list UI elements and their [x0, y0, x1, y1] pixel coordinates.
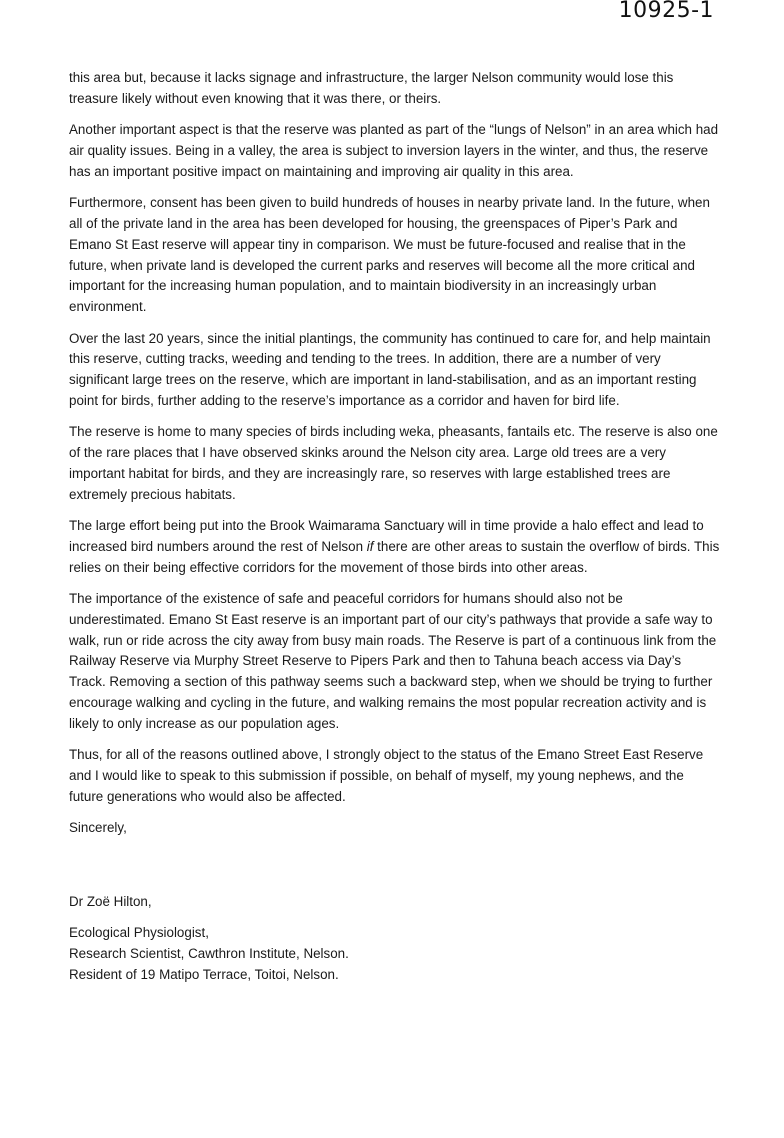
signature-affiliation: Research Scientist, Cawthron Institute, Nelson.	[69, 945, 349, 961]
halo-text-before: The large effort being put into the Brook Waimarama Sanctuary will in time provide a halo effect and lead to increased bird numbers around the rest of Nelson	[69, 518, 704, 554]
closing-salutation: Sincerely,	[69, 820, 127, 836]
halo-text-after: there are other areas to sustain the overflow of birds. This relies on their being effective corridors for the movement of those birds into other areas.	[69, 538, 720, 575]
signature-name: Dr Zoë Hilton,	[69, 893, 152, 909]
signature-space	[69, 850, 721, 892]
paragraph-community-care: Over the last 20 years, since the initial plantings, the community has continued to care for, and help maintain this reserve, cutting tracks, weeding and tending to the trees. In addition, there are a number of very significant large trees on the reserve, which are important in land-stabilisation, and as an important resting point for birds, further adding to the reserve’s importance as a corridor and haven for bird life.	[69, 330, 711, 408]
signature-details	[69, 923, 721, 985]
paragraph-safe-corridors: The importance of the existence of safe and peaceful corridors for humans should also not be underestimated. Emano St East reserve is an important part of our city’s pathways that provide a safe way to walk, run or ride across the city away from busy main roads. The Reserve is part of a continuous link from the Railway Reserve via Murphy Street Reserve to Pipers Park and then to Tahuna beach access via Day’s Track. Removing a section of this pathway seems such a backward step, when we should be trying to further encourage walking and cycling in the future, and walking remains the most popular recreation activity and is likely to only increase as our population ages.	[69, 591, 717, 731]
paragraph-halo-effect	[69, 516, 721, 578]
halo-text-emphasis: if	[366, 538, 374, 554]
paragraph-treasure: this area but, because it lacks signage and infrastructure, the larger Nelson community would lose this treasure likely without even knowing that it was there, or theirs.	[69, 70, 674, 106]
paragraph-air-quality: Another important aspect is that the reserve was planted as part of the “lungs of Nelson” in an area which had air quality issues. Being in a valley, the area is subject to inversion layers in the winter, and thus, the reserve has an important positive impact on maintaining and improving air quality in this area.	[69, 122, 719, 179]
paragraph-bird-habitat: The reserve is home to many species of birds including weka, pheasants, fantails etc. The reserve is also one of the rare places that I have observed skinks around the Nelson city area. Large old trees are a very important habitat for birds, and they are increasingly rare, so reserves with large established trees are extremely precious habitats.	[69, 424, 718, 502]
signature-title: Ecological Physiologist,	[69, 925, 209, 941]
document-id: 10925-1	[618, 0, 714, 23]
paragraph-future-development: Furthermore, consent has been given to build hundreds of houses in nearby private land. In the future, when all of the private land in the area has been developed for housing, the greenspaces of Piper’s Park and Emano St East reserve will appear tiny in comparison. We must be future-focused and realise that in the future, when private land is developed the current parks and reserves will become all the more critical and important for the increasing human population, and to maintain biodiversity in an increasingly urban environment.	[69, 195, 710, 315]
paragraph-objection: Thus, for all of the reasons outlined above, I strongly object to the status of the Emano Street East Reserve and I would like to speak to this submission if possible, on behalf of myself, my young nephews, and the future generations who would also be affected.	[69, 747, 704, 804]
letter-body	[69, 68, 721, 996]
signature-residence: Resident of 19 Matipo Terrace, Toitoi, Nelson.	[69, 966, 339, 982]
